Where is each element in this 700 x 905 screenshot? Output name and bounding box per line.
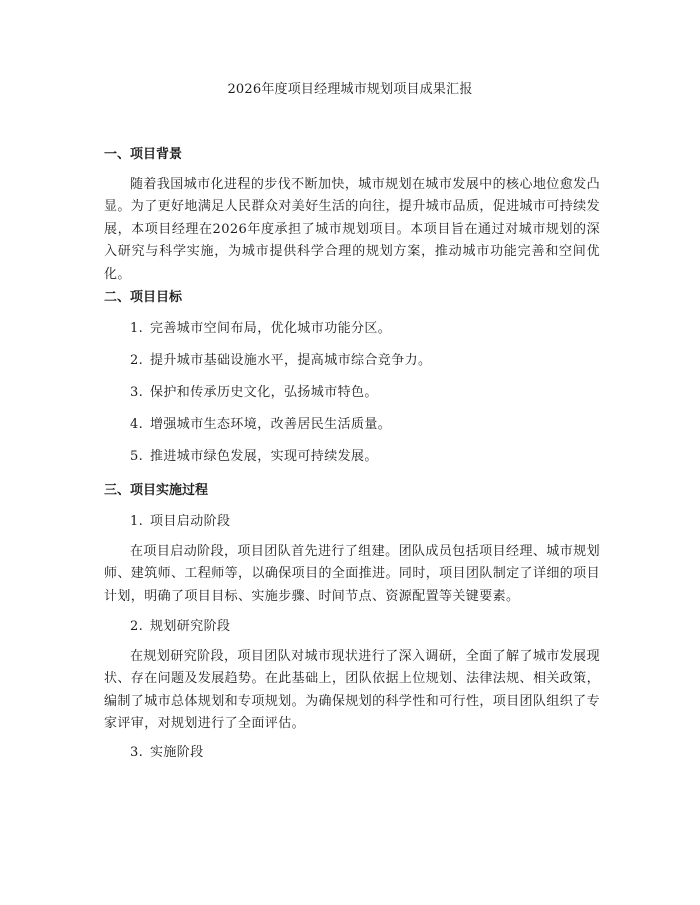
goal-item bbox=[130, 319, 391, 339]
phase-title bbox=[130, 512, 230, 532]
goal-item-number: 2. bbox=[130, 353, 144, 368]
goal-item-number: 5. bbox=[130, 449, 144, 464]
goal-item-number: 4. bbox=[130, 417, 144, 432]
goal-item-number: 1. bbox=[130, 321, 144, 336]
goal-item-text: 完善城市空间布局，优化城市功能分区。 bbox=[150, 321, 392, 336]
phase-title-text: 规划研究阶段 bbox=[150, 619, 231, 634]
document-title: 2026年度项目经理城市规划项目成果汇报 bbox=[227, 82, 473, 97]
phase-paragraph: 在规划研究阶段，项目团队对城市现状进行了深入调研，全面了解了城市发展现状、存在问题及发展趋势。在此基础上，团队依据上位规划、法律法规、相关政策，编制了城市总体规划和专项规划。为确保规划的科学性和可行性，项目团队组织了专家评审，对规划进行了全面评估。 bbox=[104, 649, 600, 732]
background-paragraph: 随着我国城市化进程的步伐不断加快，城市规划在城市发展中的核心地位愈发凸显。为了更好地满足人民群众对美好生活的向往，提升城市品质，促进城市可持续发展，本项目经理在2026年度承担了城市规划项目。本项目旨在通过对城市规划的深入研究与科学实施，为城市提供科学合理的规划方案，推动城市功能完善和空间优化。 bbox=[104, 177, 600, 282]
goal-item bbox=[130, 447, 378, 467]
goal-item-text: 推进城市绿色发展，实现可持续发展。 bbox=[150, 449, 378, 464]
phase-title-text: 实施阶段 bbox=[150, 745, 204, 760]
goal-item-text: 增强城市生态环境，改善居民生活质量。 bbox=[150, 417, 392, 432]
goal-item bbox=[130, 415, 391, 435]
phase-title bbox=[130, 617, 230, 637]
phase-number: 2. bbox=[130, 619, 144, 634]
phase-number: 3. bbox=[130, 745, 144, 760]
phase-number: 1. bbox=[130, 514, 144, 529]
goal-item-text: 提升城市基础设施水平，提高城市综合竞争力。 bbox=[150, 353, 432, 368]
phase-title-text: 项目启动阶段 bbox=[150, 514, 231, 529]
section-heading-background: 一、项目背景 bbox=[104, 147, 183, 162]
section-heading-goals: 二、项目目标 bbox=[104, 290, 183, 305]
section-heading-implementation: 三、项目实施过程 bbox=[104, 483, 209, 498]
goal-item-number: 3. bbox=[130, 385, 144, 400]
phase-paragraph: 在项目启动阶段，项目团队首先进行了组建。团队成员包括项目经理、城市规划师、建筑师、工程师等，以确保项目的全面推进。同时，项目团队制定了详细的项目计划，明确了项目目标、实施步骤、时间节点、资源配置等关键要素。 bbox=[104, 544, 600, 604]
goal-item bbox=[130, 351, 431, 371]
goal-item bbox=[130, 383, 378, 403]
goal-item-text: 保护和传承历史文化，弘扬城市特色。 bbox=[150, 385, 378, 400]
phase-title bbox=[130, 743, 204, 763]
